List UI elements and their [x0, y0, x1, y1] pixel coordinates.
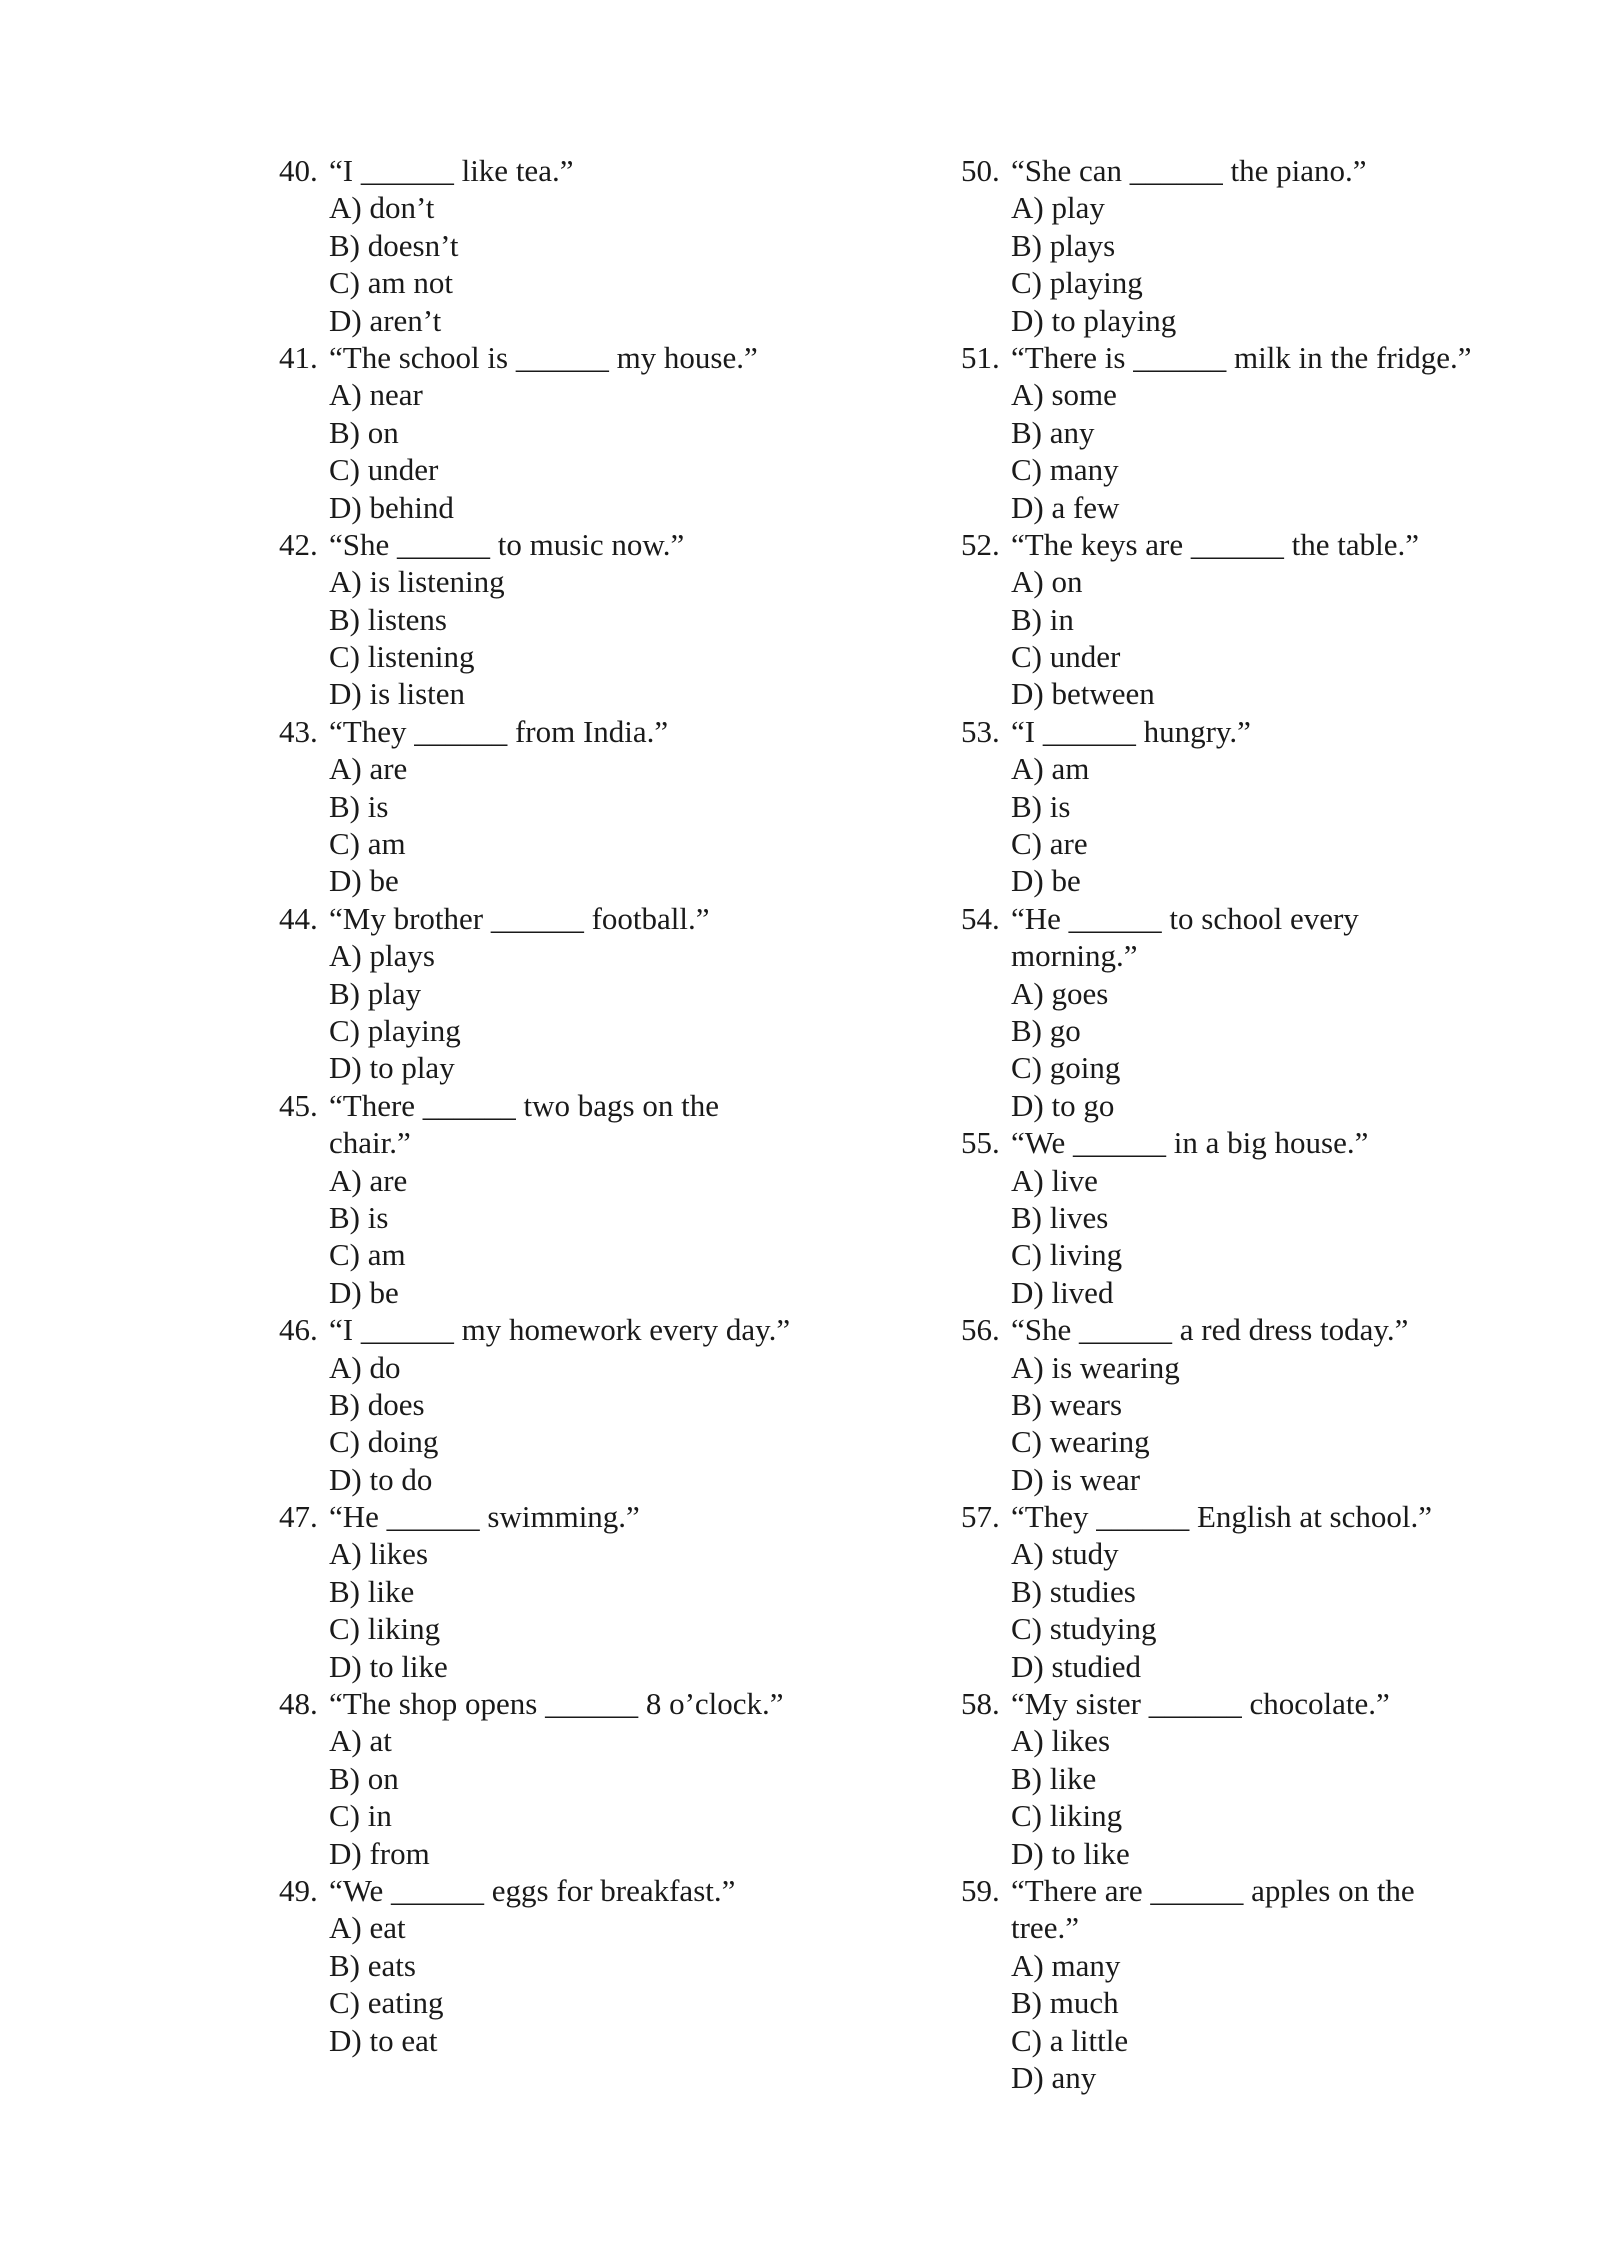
question-number: 55.: [961, 1125, 1000, 1161]
question-line: [961, 339, 1501, 376]
question-line: [279, 1311, 819, 1348]
question-number: 57.: [961, 1499, 1000, 1535]
question-text-continued: tree.”: [1011, 1910, 1079, 1946]
question-text: “He ______ to school every: [1011, 900, 1359, 936]
question-text: “The school is ______ my house.”: [329, 339, 758, 375]
answer-option: A) likes: [1011, 1723, 1111, 1759]
question-item: [961, 1124, 1501, 1311]
answer-option: B) like: [329, 1573, 415, 1609]
answer-option: B) much: [1011, 1985, 1119, 2021]
answer-option: B) is: [329, 788, 389, 824]
question-column-left: [279, 152, 819, 2059]
answer-option: D) studied: [1011, 1648, 1142, 1684]
question-number: 50.: [961, 153, 1000, 188]
question-number: 43.: [279, 713, 318, 749]
answer-option: C) eating: [329, 1985, 444, 2021]
answer-option: A) plays: [329, 938, 435, 974]
question-line: [279, 1872, 819, 1909]
question-text: “She ______ to music now.”: [329, 526, 685, 562]
answer-option: C) living: [1011, 1237, 1123, 1273]
question-text-continued: morning.”: [1011, 938, 1138, 974]
answer-option: D) a few: [1011, 489, 1120, 525]
answer-option: D) is wear: [1011, 1461, 1141, 1497]
answer-option: C) many: [1011, 452, 1119, 488]
question-line: [961, 526, 1501, 563]
answer-option: D) lived: [1011, 1274, 1114, 1310]
question-number: 51.: [961, 339, 1000, 375]
question-number: 48.: [279, 1686, 318, 1722]
answer-option: B) does: [329, 1386, 425, 1422]
answer-option: D) to like: [1011, 1835, 1130, 1871]
question-line: [961, 152, 1501, 189]
answer-option: A) many: [1011, 1947, 1121, 1983]
answer-option: C) am: [329, 1237, 406, 1273]
answer-option: B) like: [1011, 1760, 1097, 1796]
answer-option: B) wears: [1011, 1386, 1123, 1422]
question-number: 46.: [279, 1312, 318, 1348]
answer-option: C) wearing: [1011, 1424, 1150, 1460]
question-item: [279, 1498, 819, 1685]
answer-option: C) liking: [1011, 1798, 1123, 1834]
answer-option: B) in: [1011, 601, 1074, 637]
question-text: “We ______ in a big house.”: [1011, 1125, 1369, 1161]
question-number: 53.: [961, 713, 1000, 749]
question-number: 58.: [961, 1686, 1000, 1722]
answer-option: A) do: [329, 1349, 401, 1385]
answer-option: D) to eat: [329, 2022, 438, 2058]
answer-option: B) plays: [1011, 227, 1116, 263]
answer-option: A) on: [1011, 564, 1083, 600]
answer-option: D) behind: [329, 489, 454, 525]
question-line: [279, 900, 819, 937]
answer-option: A) near: [329, 377, 423, 413]
question-item: [279, 1311, 819, 1498]
question-column-right: [961, 152, 1501, 2096]
answer-option: C) studying: [1011, 1611, 1157, 1647]
answer-option: A) is wearing: [1011, 1349, 1180, 1385]
answer-option: C) am not: [329, 265, 453, 301]
question-item: [961, 1498, 1501, 1685]
answer-option: D) is listen: [329, 676, 466, 712]
answer-option: B) doesn’t: [329, 227, 459, 263]
question-number: 54.: [961, 900, 1000, 936]
answer-option: A) likes: [329, 1536, 429, 1572]
answer-option: C) playing: [329, 1012, 461, 1048]
question-item: [279, 1872, 819, 2059]
answer-option: B) listens: [329, 601, 447, 637]
answer-option: C) under: [1011, 639, 1121, 675]
question-item: [279, 339, 819, 526]
question-number: 56.: [961, 1312, 1000, 1348]
answer-option: C) a little: [1011, 2022, 1129, 2058]
answer-option: C) am: [329, 826, 406, 862]
question-line: [961, 1872, 1501, 1909]
question-item: [961, 1311, 1501, 1498]
answer-option: D) be: [1011, 863, 1081, 899]
question-item: [961, 1872, 1501, 2096]
question-item: [279, 1087, 819, 1311]
answer-option: C) playing: [1011, 265, 1143, 301]
answer-option: D) be: [329, 863, 399, 899]
question-line: [961, 1124, 1501, 1161]
answer-option: A) are: [329, 751, 408, 787]
answer-option: D) to like: [329, 1648, 448, 1684]
question-text: “The shop opens ______ 8 o’clock.”: [329, 1686, 784, 1722]
question-text: “There ______ two bags on the: [329, 1087, 719, 1123]
answer-option: A) is listening: [329, 564, 505, 600]
answer-option: C) are: [1011, 826, 1088, 862]
answer-option: D) to playing: [1011, 302, 1177, 338]
answer-option: A) don’t: [329, 190, 435, 226]
question-number: 47.: [279, 1499, 318, 1535]
answer-option: A) some: [1011, 377, 1117, 413]
question-item: [961, 1685, 1501, 1872]
answer-option: C) under: [329, 452, 439, 488]
question-number: 52.: [961, 526, 1000, 562]
question-line: [961, 1311, 1501, 1348]
question-line: [961, 713, 1501, 750]
question-number: 49.: [279, 1872, 318, 1908]
answer-option: B) lives: [1011, 1199, 1109, 1235]
question-item: [279, 1685, 819, 1872]
question-line: [279, 713, 819, 750]
question-line: [279, 1685, 819, 1722]
answer-option: B) eats: [329, 1947, 416, 1983]
answer-option: D) to play: [329, 1050, 455, 1086]
question-text: “There are ______ apples on the: [1011, 1872, 1415, 1908]
question-number: 45.: [279, 1087, 318, 1123]
question-number: 41.: [279, 339, 318, 375]
question-text: “I ______ like tea.”: [329, 153, 574, 188]
answer-option: B) is: [329, 1199, 389, 1235]
answer-option: A) goes: [1011, 975, 1109, 1011]
answer-option: B) studies: [1011, 1573, 1136, 1609]
question-number: 44.: [279, 900, 318, 936]
question-item: [961, 526, 1501, 713]
answer-option: D) between: [1011, 676, 1155, 712]
answer-option: D) to go: [1011, 1087, 1115, 1123]
question-line: [961, 1685, 1501, 1722]
answer-option: A) are: [329, 1162, 408, 1198]
question-text: “She can ______ the piano.”: [1011, 153, 1367, 188]
question-line: [279, 339, 819, 376]
question-item: [279, 713, 819, 900]
question-number: 40.: [279, 153, 318, 188]
answer-option: B) play: [329, 975, 422, 1011]
question-item: [961, 339, 1501, 526]
answer-option: D) aren’t: [329, 302, 442, 338]
answer-option: C) liking: [329, 1611, 441, 1647]
answer-option: A) study: [1011, 1536, 1119, 1572]
question-item: [279, 526, 819, 713]
question-text: “I ______ hungry.”: [1011, 713, 1251, 749]
question-text: “She ______ a red dress today.”: [1011, 1312, 1409, 1348]
answer-option: D) be: [329, 1274, 399, 1310]
answer-option: B) any: [1011, 414, 1095, 450]
question-text: “I ______ my homework every day.”: [329, 1312, 791, 1348]
question-text: “They ______ from India.”: [329, 713, 669, 749]
question-text: “He ______ swimming.”: [329, 1499, 640, 1535]
answer-option: B) is: [1011, 788, 1071, 824]
question-line: [279, 1498, 819, 1535]
question-line: [279, 1087, 819, 1124]
question-line: [961, 900, 1501, 937]
question-item: [279, 900, 819, 1087]
question-line: [961, 1498, 1501, 1535]
answer-option: B) go: [1011, 1012, 1081, 1048]
answer-option: D) any: [1011, 2059, 1097, 2095]
question-line: [279, 152, 819, 189]
answer-option: A) play: [1011, 190, 1105, 226]
answer-option: D) from: [329, 1835, 430, 1871]
question-text: “The keys are ______ the table.”: [1011, 526, 1419, 562]
answer-option: A) eat: [329, 1910, 406, 1946]
question-text-continued: chair.”: [329, 1125, 411, 1161]
answer-option: B) on: [329, 414, 399, 450]
answer-option: A) live: [1011, 1162, 1098, 1198]
question-item: [279, 152, 819, 339]
question-number: 42.: [279, 526, 318, 562]
question-text: “We ______ eggs for breakfast.”: [329, 1872, 736, 1908]
answer-option: C) in: [329, 1798, 392, 1834]
question-item: [961, 900, 1501, 1124]
answer-option: A) at: [329, 1723, 392, 1759]
answer-option: A) am: [1011, 751, 1090, 787]
question-item: [961, 152, 1501, 339]
answer-option: B) on: [329, 1760, 399, 1796]
answer-option: C) doing: [329, 1424, 439, 1460]
question-line: [279, 526, 819, 563]
question-text: “My sister ______ chocolate.”: [1011, 1686, 1390, 1722]
answer-option: C) listening: [329, 639, 475, 675]
question-text: “My brother ______ football.”: [329, 900, 710, 936]
answer-option: D) to do: [329, 1461, 433, 1497]
question-text: “They ______ English at school.”: [1011, 1499, 1432, 1535]
question-text: “There is ______ milk in the fridge.”: [1011, 339, 1472, 375]
question-number: 59.: [961, 1872, 1000, 1908]
question-item: [961, 713, 1501, 900]
answer-option: C) going: [1011, 1050, 1121, 1086]
